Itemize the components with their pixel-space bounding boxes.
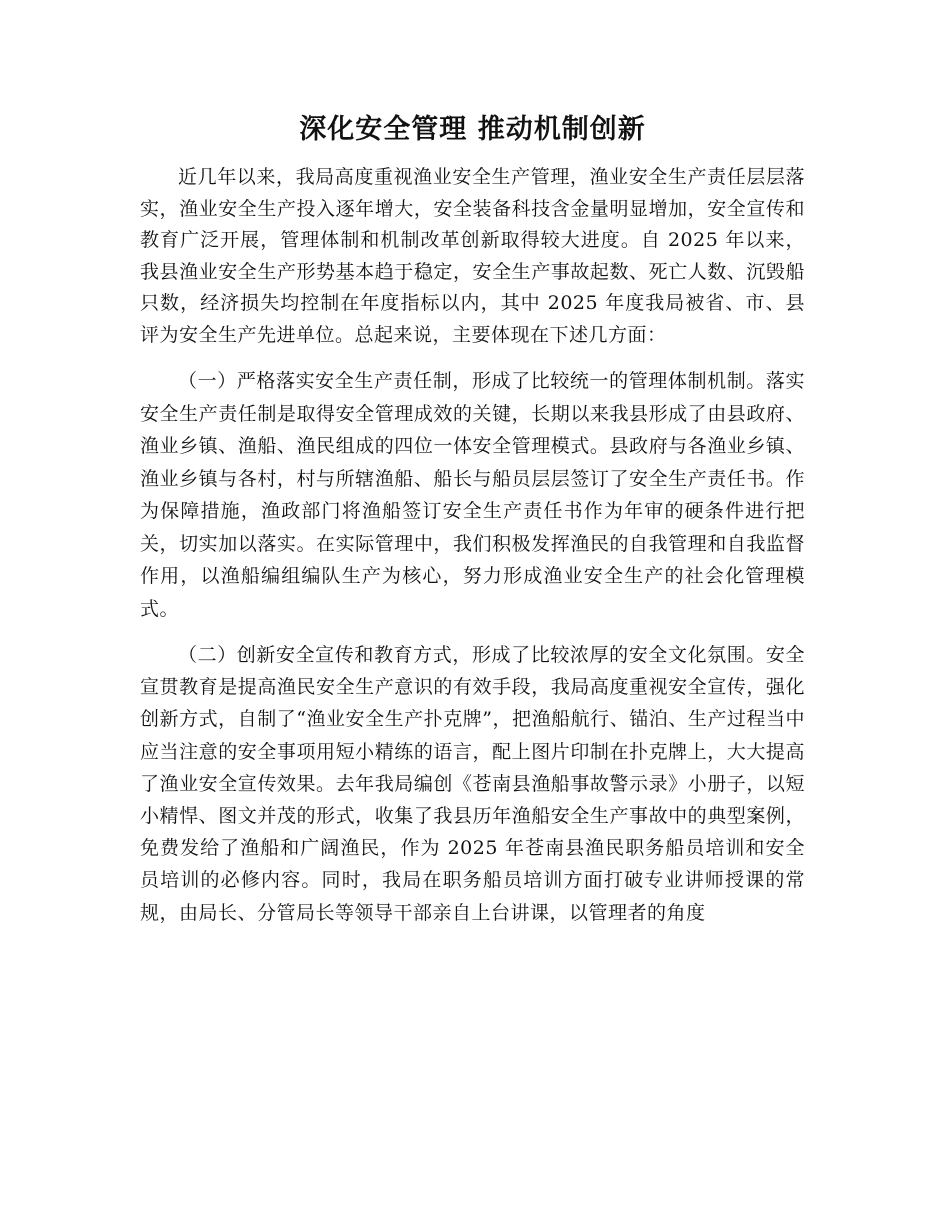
- section-one-paragraph: （一）严格落实安全生产责任制，形成了比较统一的管理体制机制。落实安全生产责任制是取得安全管理成效的关键，长期以来我县形成了由县政府、渔业乡镇、渔船、渔民组成的四位一体安全管理模式。县政府与各渔业乡镇、渔业乡镇与各村，村与所辖渔船、船长与船员层层签订了安全生产责任书。作为保障措施，渔政部门将渔船签订安全生产责任书作为年审的硬条件进行把关，切实加以落实。在实际管理中，我们积极发挥渔民的自我管理和自我监督作用，以渔船编组编队生产为核心，努力形成渔业安全生产的社会化管理模式。: [140, 370, 805, 620]
- section-two-paragraph: （二）创新安全宣传和教育方式，形成了比较浓厚的安全文化氛围。安全宣贯教育是提高渔民安全生产意识的有效手段，我局高度重视安全宣传，强化创新方式，自制了“渔业安全生产扑克牌”，把渔船航行、锚泊、生产过程当中应当注意的安全事项用短小精练的语言，配上图片印制在扑克牌上，大大提高了渔业安全宣传效果。去年我局编创《苍南县渔船事故警示录》小册子，以短小精悍、图文并茂的形式，收集了我县历年渔船安全生产事故中的典型案例，免费发给了渔船和广阔渔民，作为 2025 年苍南县渔民职务船员培训和安全员培训的必修内容。同时，我局在职务船员培训方面打破专业讲师授课的常规，由局长、分管局长等领导干部亲自上台讲课，以管理者的角度: [140, 644, 805, 924]
- intro-paragraph: 近几年以来，我局高度重视渔业安全生产管理，渔业安全生产责任层层落实，渔业安全生产投入逐年增大，安全装备科技含金量明显增加，安全宣传和教育广泛开展，管理体制和机制改革创新取得较大进度。自 2025 年以来，我县渔业安全生产形势基本趋于稳定，安全生产事故起数、死亡人数、沉毁船只数，经济损失均控制在年度指标以内，其中 2025 年度我局被省、市、县评为安全生产先进单位。总起来说，主要体现在下述几方面：: [140, 166, 805, 346]
- document-page: [140, 110, 805, 929]
- document-title: 深化安全管理 推动机制创新: [299, 114, 646, 145]
